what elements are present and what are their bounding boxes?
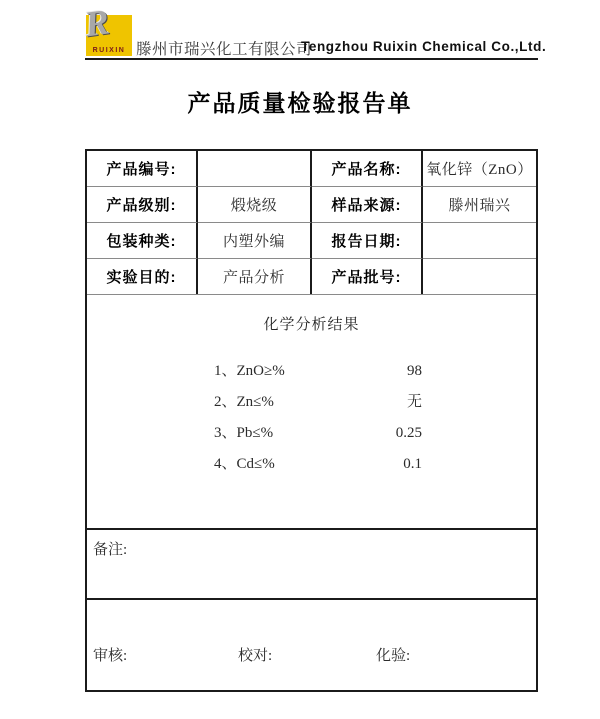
analysis-heading: 化学分析结果 [263,317,360,333]
analysis-item-name: 1、ZnO≥% [214,363,285,379]
logo-r-glyph: R [82,1,112,45]
company-name-chinese: 滕州市瑞兴化工有限公司 [136,41,313,58]
signoff-proofread-label: 校对: [238,648,273,664]
field-value-report-date [423,223,536,259]
logo-brand-text: RUIXIN [92,47,126,54]
company-logo [82,1,132,56]
analysis-row-zn [214,392,422,423]
field-label-product-name: 产品名称: [312,151,423,187]
signoff-section [87,600,536,692]
field-label-report-date: 报告日期: [312,223,423,259]
analysis-item-name: 3、Pb≤% [214,425,274,441]
analysis-row-zno [214,361,422,392]
analysis-item-name: 2、Zn≤% [214,394,274,410]
field-value-package-type: 内塑外编 [198,223,312,259]
field-value-sample-source: 滕州瑞兴 [423,187,536,223]
analysis-item-value: 98 [407,363,422,379]
remarks-label: 备注: [93,542,128,558]
field-label-product-no: 产品编号: [87,151,198,187]
analysis-item-value: 0.25 [395,425,422,441]
field-value-product-name: 氧化锌（ZnO） [423,151,536,187]
info-grid [87,151,536,294]
field-value-batch-no [423,259,536,294]
field-value-test-purpose: 产品分析 [198,259,312,294]
analysis-section [87,294,536,530]
page-title: 产品质量检验报告单 [187,90,413,116]
remarks-section [87,530,536,600]
signoff-review-label: 审核: [93,648,128,664]
header-divider [85,58,538,60]
field-value-product-no [198,151,312,187]
analysis-items [214,361,422,485]
report-table [85,149,538,692]
field-label-test-purpose: 实验目的: [87,259,198,294]
field-label-package-type: 包装种类: [87,223,198,259]
analysis-item-value: 0.1 [403,456,422,472]
field-label-sample-source: 样品来源: [312,187,423,223]
company-name-english: Tengzhou Ruixin Chemical Co.,Ltd. [301,39,547,54]
signoff-assay-label: 化验: [376,648,411,664]
analysis-item-name: 4、Cd≤% [214,456,275,472]
field-value-product-grade: 煅烧级 [198,187,312,223]
analysis-item-value: 无 [406,394,422,410]
field-label-batch-no: 产品批号: [312,259,423,294]
analysis-row-pb [214,423,422,454]
field-label-product-grade: 产品级别: [87,187,198,223]
analysis-row-cd [214,454,422,485]
